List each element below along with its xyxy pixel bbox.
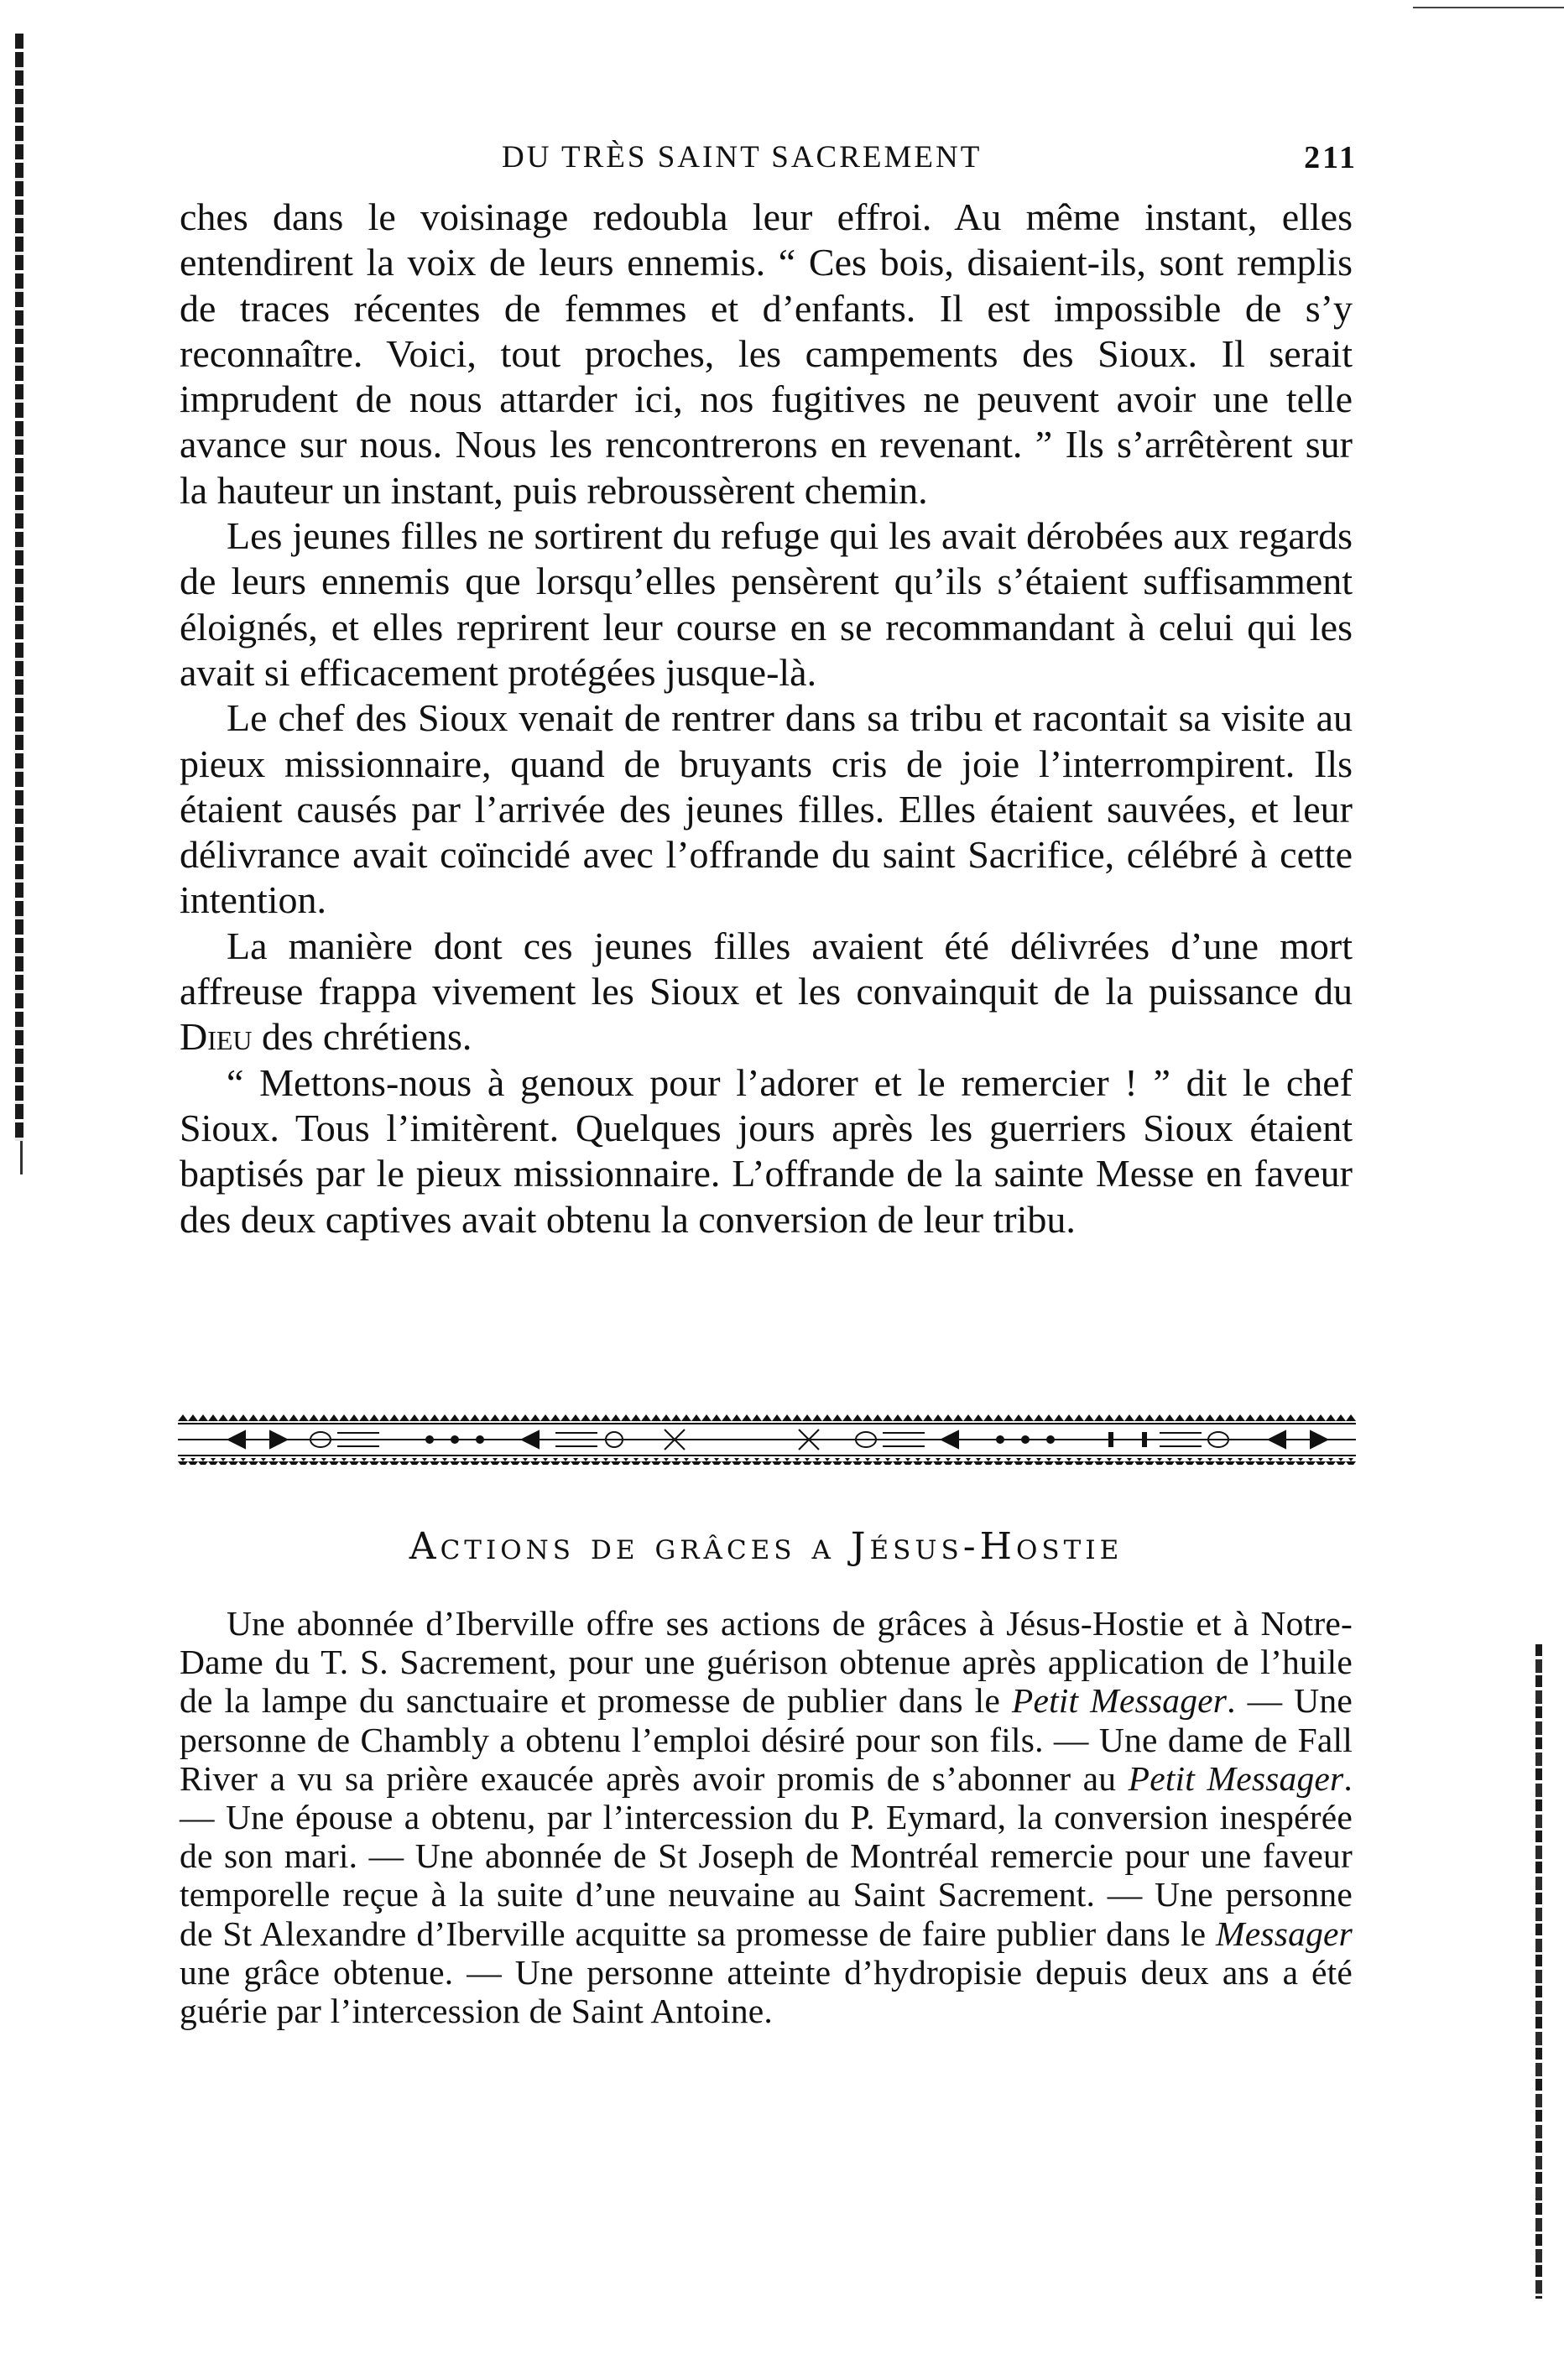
thanksgiving-text [180, 1604, 1353, 2030]
paragraph-text: La manière dont ces jeunes filles avaient été délivrées d’une mort affreuse frappa vivement les Sioux et les convainquit de la puissance du [180, 924, 1353, 1013]
paragraph: ches dans le voisinage redoubla leur effroi. Au même instant, elles entendirent la voix de leurs ennemis. “ Ces bois, disaient-ils, sont remplis de traces récentes de femmes et d’enfants. Il est impossible de s’y reconnaître. Voici, tout proches, les campements des Sioux. Il serait imprudent de nous attarder ici, nos fugitives ne peuvent avoir une telle avance sur nous. Nous les rencontrerons en revenant. ” Ils s’arrêtèrent sur la hauteur un instant, puis rebroussèrent chemin. [180, 195, 1353, 512]
paragraph-text: . — Une épouse a obtenu, par l’intercession du P. Eymard, la conversion inespérée de son mari. — Une abonnée de St Joseph de Montréal remercie pour une faveur temporelle reçue à la suite d’une neuvaine au Saint Sacrement. — Une personne de St Alexandre d’Iberville acquitte sa promesse de faire publier dans le [180, 1758, 1353, 1953]
dieu-smallcaps: Dieu [180, 1015, 253, 1059]
main-text [180, 195, 1353, 1242]
paragraph-text: . — Une personne de Chambly a obtenu l’emploi désiré pour son fils. — Une dame de Fall River a vu sa prière exaucée après avoir promis de s’abonner au [180, 1681, 1353, 1798]
page-number: 211 [1304, 140, 1358, 175]
paragraph-text: une grâce obtenue. — Une personne atteinte d’hydropisie depuis deux ans a été guérie par l’intercession de Saint Antoine. [180, 1952, 1353, 2031]
publication-title: Petit Messager [1011, 1681, 1228, 1721]
scan-edge-left [15, 34, 23, 1141]
publication-title: Petit Messager [1128, 1758, 1344, 1798]
paragraph-text: Une abonnée d’Iberville offre ses actions de grâces à Jésus-Hostie et à Notre-Dame du T. S. Sacrement, pour une guérison obtenue après application de l’huile de la lampe du sanctuaire et promesse de publier dans le [180, 1604, 1353, 1721]
ornamental-divider [178, 1414, 1356, 1465]
paragraph [180, 924, 1353, 1060]
paragraph [180, 1604, 1353, 2030]
paragraph: Les jeunes filles ne sortirent du refuge qui les avait dérobées aux regards de leurs ennemis que lorsqu’elles pensèrent qu’ils s’étaient suffisamment éloignés, et elles reprirent leur course en se recommandant à celui qui les avait si efficacement protégées jusque-là. [180, 514, 1353, 694]
scan-edge-rule [1413, 7, 1564, 8]
running-head [183, 139, 1358, 181]
scan-edge-left-tail [20, 1141, 23, 1174]
paragraph: “ Mettons-nous à genoux pour l’adorer et le remercier ! ” dit le chef Sioux. Tous l’imitèrent. Quelques jours après les guerriers Sioux étaient baptisés par le pieux missionnaire. L’offrande de la sainte Messe en faveur des deux captives avait obtenu la conversion de leur tribu. [180, 1060, 1353, 1241]
scan-edge-right [1535, 1644, 1542, 2299]
section-heading: Actions de grâces a Jésus-Hostie [409, 1525, 1123, 1568]
publication-title: Messager [1216, 1914, 1353, 1953]
paragraph: Le chef des Sioux venait de rentrer dans sa tribu et racontait sa visite au pieux missionnaire, quand de bruyants cris de joie l’interrompirent. Ils étaient causés par l’arrivée des jeunes filles. Elles étaient sauvées, et leur délivrance avait coïncidé avec l’offrande du saint Sacrifice, célébré à cette intention. [180, 696, 1353, 922]
running-head-title: DU TRÈS SAINT SACREMENT [502, 140, 983, 174]
paragraph-text: des chrétiens. [252, 1015, 472, 1059]
